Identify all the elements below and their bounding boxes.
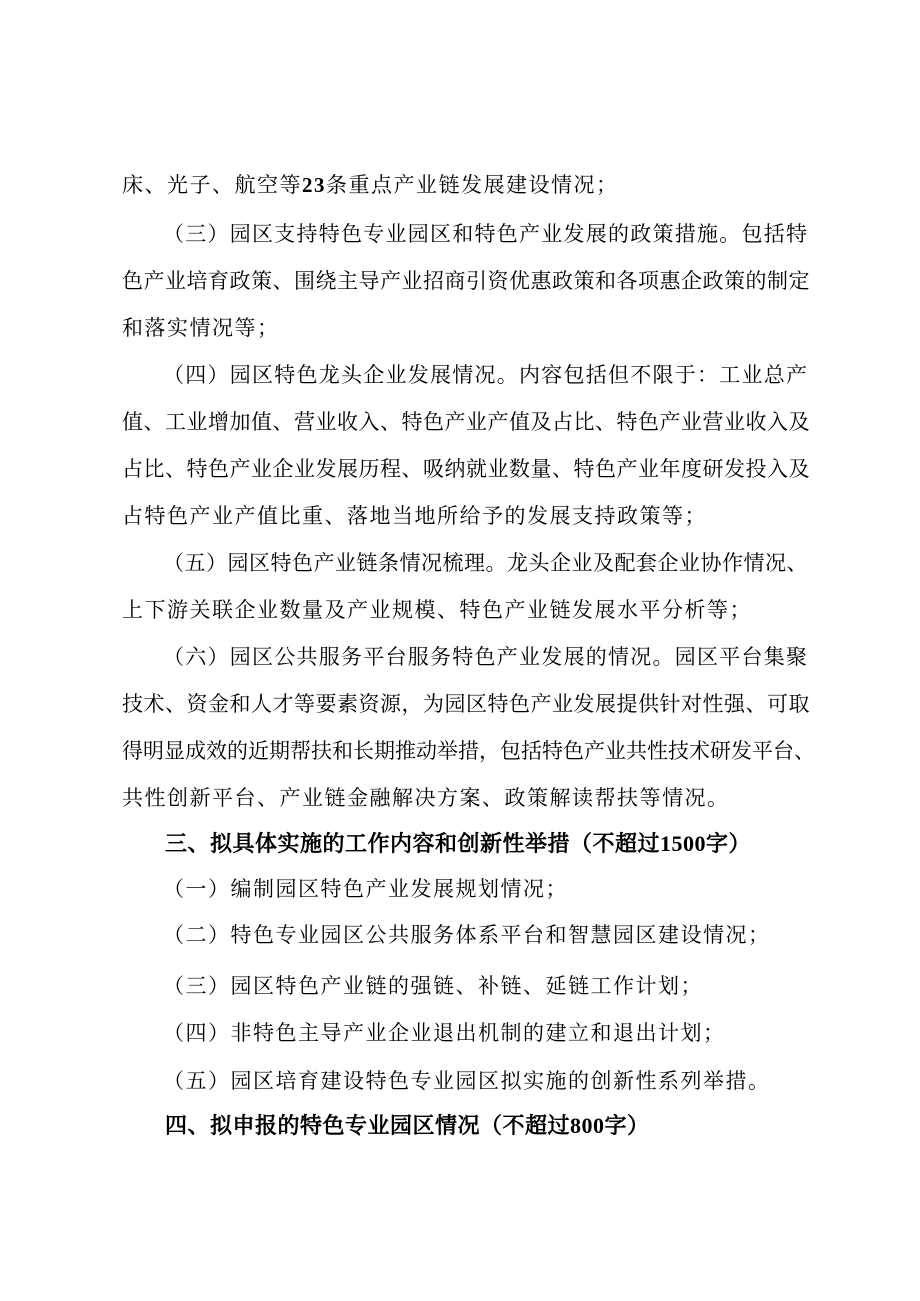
paragraph-5-line-1: （五）园区特色产业链条情况梳理。龙头企业及配套企业协作情况、 bbox=[163, 551, 808, 575]
section-3-item: （五）园区培育建设特色专业园区拟实施的创新性系列举措。 bbox=[163, 1069, 771, 1093]
paragraph-6-line-3: 得明显成效的近期帮扶和长期推动举措，包括特色产业共性技术研发平台、 bbox=[122, 739, 815, 763]
paragraph-3-line-1: （三）园区支持特色专业园区和特色产业发展的政策措施。包括特 bbox=[163, 222, 809, 246]
body-line bbox=[122, 170, 619, 200]
heading-text: 三、拟具体实施的工作内容和创新性举措（不超过 bbox=[165, 832, 661, 857]
text-span: 床、光子、航空等 bbox=[122, 173, 302, 197]
paragraph-3-line-2: 色产业培育政策、围绕主导产业招商引资优惠政策和各项惠企政策的制定 bbox=[122, 269, 810, 293]
heading-number: 1500 bbox=[660, 831, 707, 856]
section-3-item: （三）园区特色产业链的强链、补链、延链工作计划； bbox=[163, 974, 703, 998]
text-span: 条重点产业链发展建设情况； bbox=[326, 173, 619, 197]
section-4-heading bbox=[165, 1110, 650, 1143]
heading-number: 800 bbox=[570, 1113, 605, 1138]
section-3-item: （一）编制园区特色产业发展规划情况； bbox=[163, 877, 568, 901]
heading-text: 字） bbox=[604, 1114, 650, 1139]
paragraph-3-line-3: 和落实情况等； bbox=[122, 316, 280, 340]
paragraph-5-line-2: 上下游关联企业数量及产业规模、特色产业链发展水平分析等； bbox=[122, 598, 752, 622]
paragraph-4-line-4: 占特色产业产值比重、落地当地所给予的发展支持政策等； bbox=[122, 504, 707, 528]
section-3-item: （四）非特色主导产业企业退出机制的建立和退出计划； bbox=[163, 1021, 726, 1045]
number-span: 23 bbox=[302, 173, 326, 197]
paragraph-6-line-4: 共性创新平台、产业链金融解决方案、政策解读帮扶等情况。 bbox=[122, 786, 730, 810]
paragraph-6-line-1: （六）园区公共服务平台服务特色产业发展的情况。园区平台集聚 bbox=[163, 645, 809, 669]
heading-text: 字） bbox=[706, 832, 752, 857]
heading-text: 四、拟申报的特色专业园区情况（不超过 bbox=[165, 1114, 571, 1139]
paragraph-6-line-2: 技术、资金和人才等要素资源，为园区特色产业发展提供针对性强、可取 bbox=[122, 692, 810, 716]
section-3-item: （二）特色专业园区公共服务体系平台和智慧园区建设情况； bbox=[163, 923, 771, 947]
section-3-heading bbox=[165, 828, 751, 861]
paragraph-4-line-1: （四）园区特色龙头企业发展情况。内容包括但不限于：工业总产 bbox=[163, 363, 809, 387]
paragraph-4-line-2: 值、工业增加值、营业收入、特色产业产值及占比、特色产业营业收入及 bbox=[122, 410, 810, 434]
paragraph-4-line-3: 占比、特色产业企业发展历程、吸纳就业数量、特色产业年度研发投入及 bbox=[122, 457, 810, 481]
